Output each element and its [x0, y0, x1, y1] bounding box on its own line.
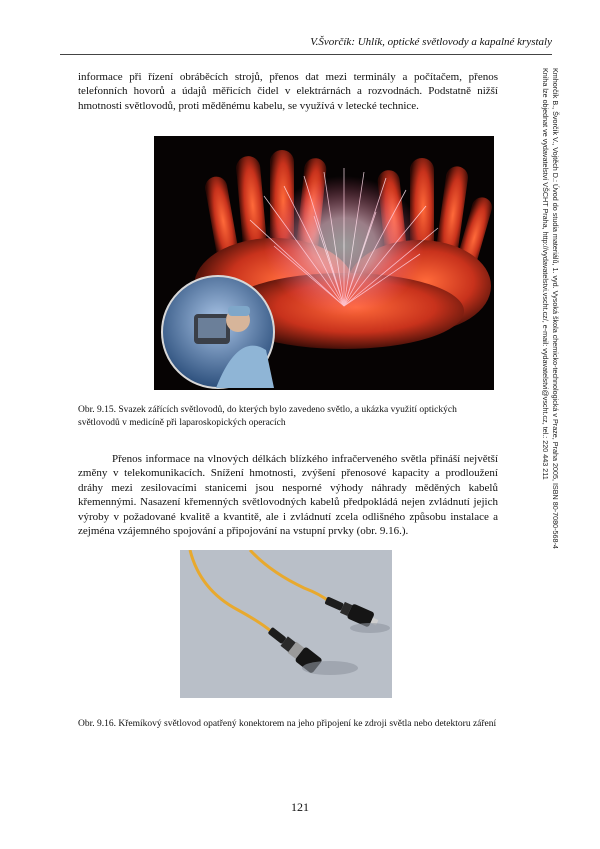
page-number: 121: [291, 800, 309, 814]
citation-sidebar: [530, 68, 560, 608]
figure-9-16-caption: Obr. 9.16. Křemíkový světlovod opatřený konektorem na jeho připojení ke zdroji světla nebo detektoru záření: [78, 719, 497, 729]
body-paragraph-1: informace při řízení obráběcích strojů, přenos dat mezi terminály a počítačem, přenos telefonních hovorů a údajů měřicích čidel v elektrárnách a rozvodnách. Podstatně nižší hmotnosti světlovodů, proti měděnému kabelu, se využívá v letecké technice.: [78, 71, 498, 112]
citation-line-2: Kniha lze objednat ve vydavatelství VŠCHT Praha, http://vydavatelstvi.vscht.cz/, e-mail: vydavatelstvi@vscht.cz, tel.: 220 443 211: [541, 68, 550, 480]
running-header: V.Švorčík: Uhlík, optické světlovody a kapalné krystaly: [310, 36, 552, 48]
fiber-connector-illustration: [180, 550, 392, 698]
body-paragraph-2: Přenos informace na vlnových délkách blízkého infračerveného světla přináší největší změny v telekomunikacích. Snížení hmotnosti, zvýšení přenosové kapacity a prodloužení dráhy mezi zesilovacími stanicemi jsou nesporné výhody náhrady měděných kabelů křemennými. Nasazení křemenných světlovodných kabelů předpokládá nejen zvládnutí jejich výroby v požadované kvalitě a kvantitě, ale i zvládnutí zcela odlišného způsobu instalace a zejména vzájemného spojování a připojování na vstupní prvky (obr. 9.16.).: [78, 453, 498, 538]
citation-line-1: Kmhorčík B., Švorčík V., Vojtěch D.: Úvod do studia materiálů, 1. vyd. Vysoká škola chemicko-technologická v Praze, Praha 2005, ISBN 80-7080-568-4: [551, 68, 560, 549]
header-rule: [60, 54, 552, 55]
figure-9-15-caption: Obr. 9.15. Svazek zářících světlovodů, do kterých bylo zavedeno světlo, a ukázka využití optických světlovodů v medicíně při laparoskopických operacích: [78, 405, 457, 428]
figure-fiber-bundle-photo: [154, 136, 494, 390]
figure-fiber-connector-photo: [180, 550, 392, 698]
fiber-bundle-illustration: [154, 136, 494, 390]
